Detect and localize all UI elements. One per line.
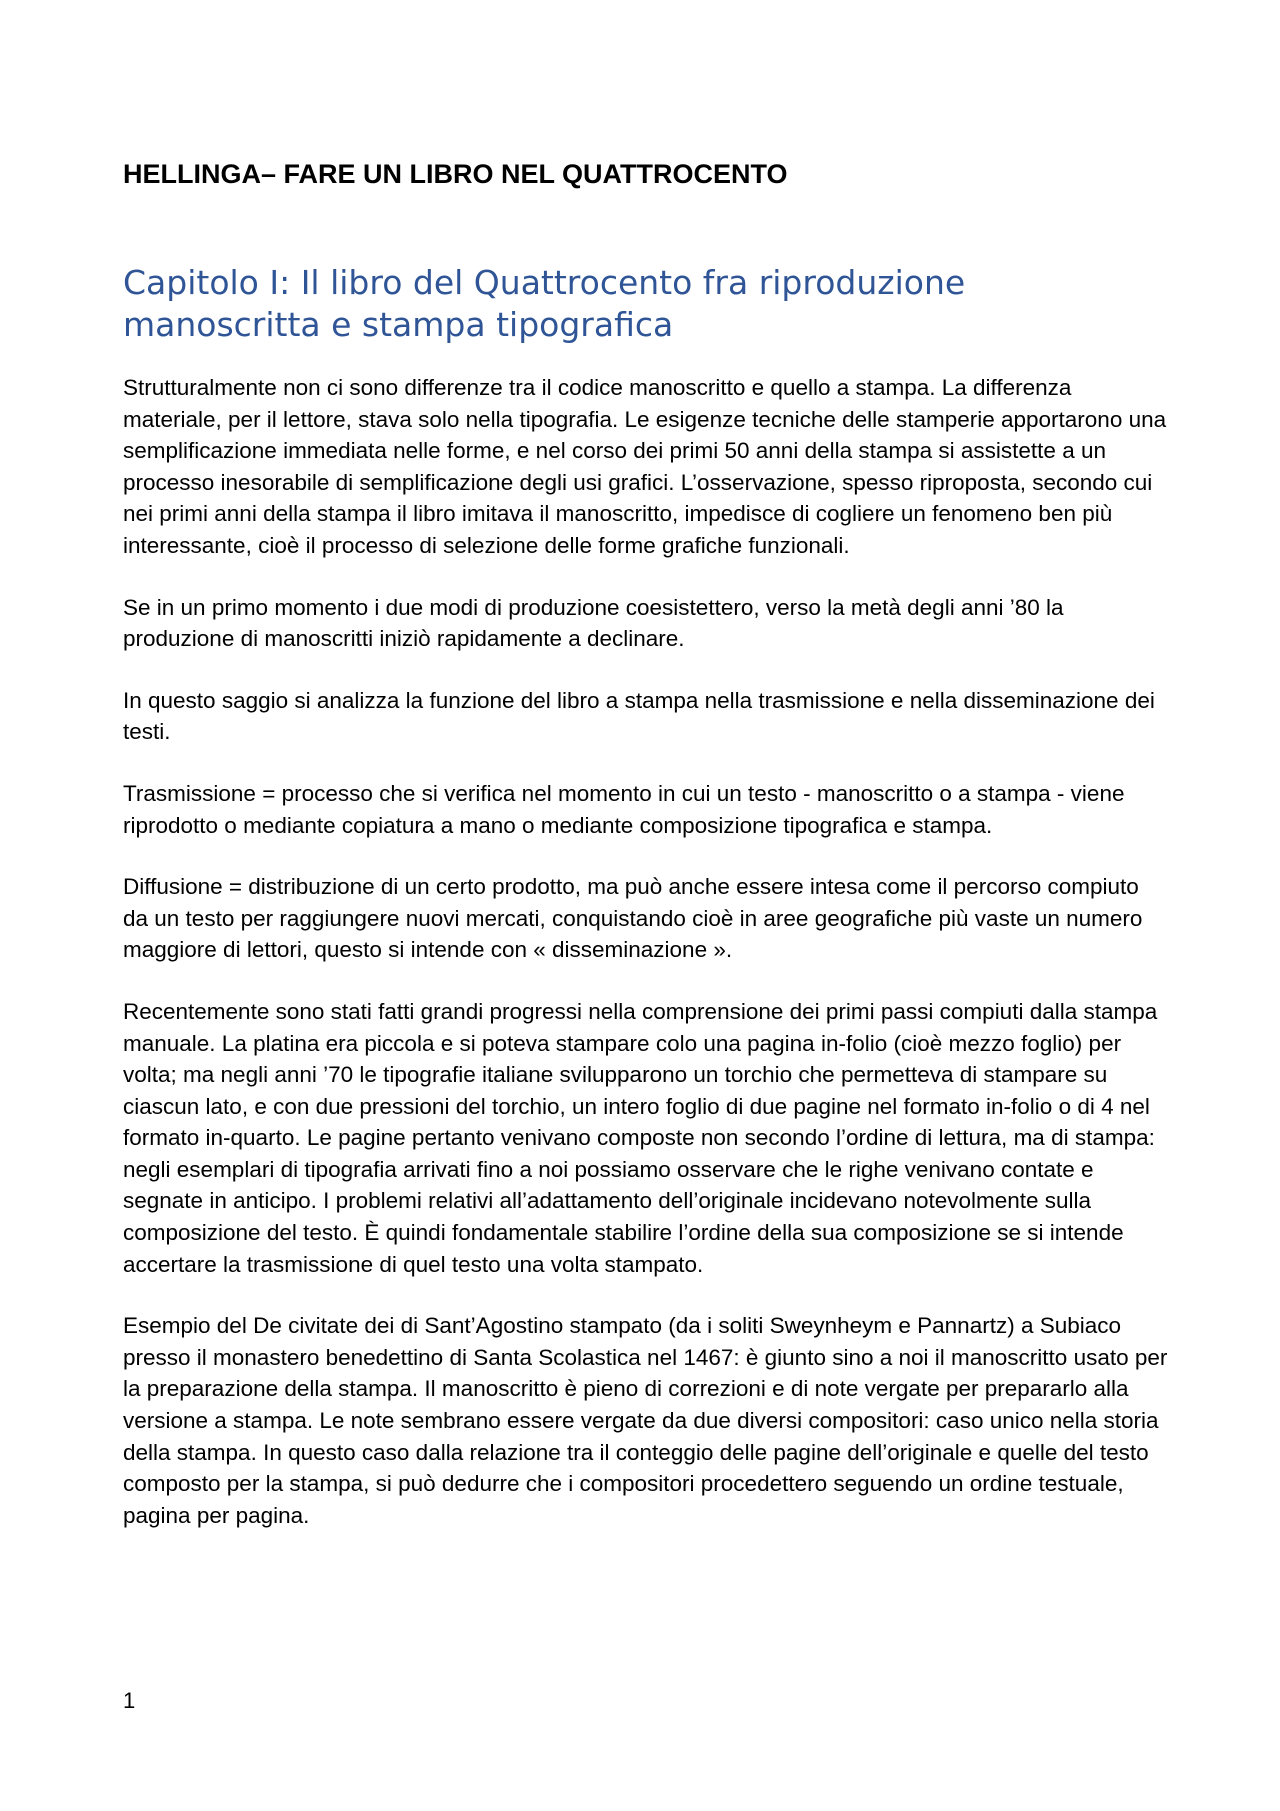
chapter-heading: Capitolo I: Il libro del Quattrocento fra riproduzione manoscritta e stampa tipografica (123, 263, 966, 344)
paragraph: Esempio del De civitate dei di Sant’Agostino stampato (da i soliti Sweynheym e Pannartz) a Subiaco presso il monastero benedettino di Santa Scolastica nel 1467: è giunto sino a noi il manoscritto usato per la preparazione della stampa. Il manoscritto è pieno di correzioni e di note vergate per prepararlo alla versione a stampa. Le note sembrano essere vergate da due diversi compositori: caso unico nella storia della stampa. In questo caso dalla relazione tra il conteggio delle pagine dell’originale e quelle del testo composto per la stampa, si può dedurre che i compositori procedettero seguendo un ordine testuale, pagina per pagina. (123, 1313, 1168, 1528)
paragraph: Trasmissione = processo che si verifica nel momento in cui un testo - manoscritto o a stampa - viene riprodotto o mediante copiatura a mano o mediante composizione tipografica e stampa. (123, 780, 1125, 838)
paragraph: Diffusione = distribuzione di un certo prodotto, ma può anche essere intesa come il percorso compiuto da un testo per raggiungere nuovi mercati, conquistando cioè in aree geografiche più vaste un numero maggiore di lettori, questo si intende con « disseminazione ». (123, 874, 1143, 963)
document-title: HELLINGA– FARE UN LIBRO NEL QUATTROCENTO (123, 159, 788, 189)
paragraph: Recentemente sono stati fatti grandi progressi nella comprensione dei primi passi compiuti dalla stampa manuale. La platina era piccola e si poteva stampare colo una pagina in-folio (cioè mezzo foglio) per volta; ma negli anni ’70 le tipografie italiane svilupparono un torchio che permetteva di stampare su ciascun lato, e con due pressioni del torchio, un intero foglio di due pagine nel formato in-folio o di 4 nel formato in-quarto. Le pagine pertanto venivano composte non secondo l’ordine di lettura, ma di stampa: negli esemplari di tipografia arrivati fino a noi possiamo osservare che le righe venivano contate e segnate in anticipo. I problemi relativi all’adattamento dell’originale incidevano notevolmente sulla composizione del testo. È quindi fondamentale stabilire l’ordine della sua composizione se si intende accertare la trasmissione di quel testo una volta stampato. (123, 998, 1158, 1277)
paragraph: Strutturalmente non ci sono differenze tra il codice manoscritto e quello a stampa. La differenza materiale, per il lettore, stava solo nella tipografia. Le esigenze tecniche delle stamperie apportarono una semplificazione immediata nelle forme, e nel corso dei primi 50 anni della stampa si assistette a un processo inesorabile di semplificazione degli usi grafici. L’osservazione, spesso riproposta, secondo cui nei primi anni della stampa il libro imitava il manoscritto, impedisce di cogliere un fenomeno ben più interessante, cioè il processo di selezione delle forme grafiche funzionali. (123, 375, 1167, 558)
paragraph: Se in un primo momento i due modi di produzione coesistettero, verso la metà degli anni ’80 la produzione di manoscritti iniziò rapidamente a declinare. (123, 594, 1064, 652)
page-number: 1 (123, 1688, 136, 1713)
paragraph: In questo saggio si analizza la funzione del libro a stampa nella trasmissione e nella disseminazione dei testi. (123, 687, 1155, 745)
body-text (123, 372, 1168, 1561)
